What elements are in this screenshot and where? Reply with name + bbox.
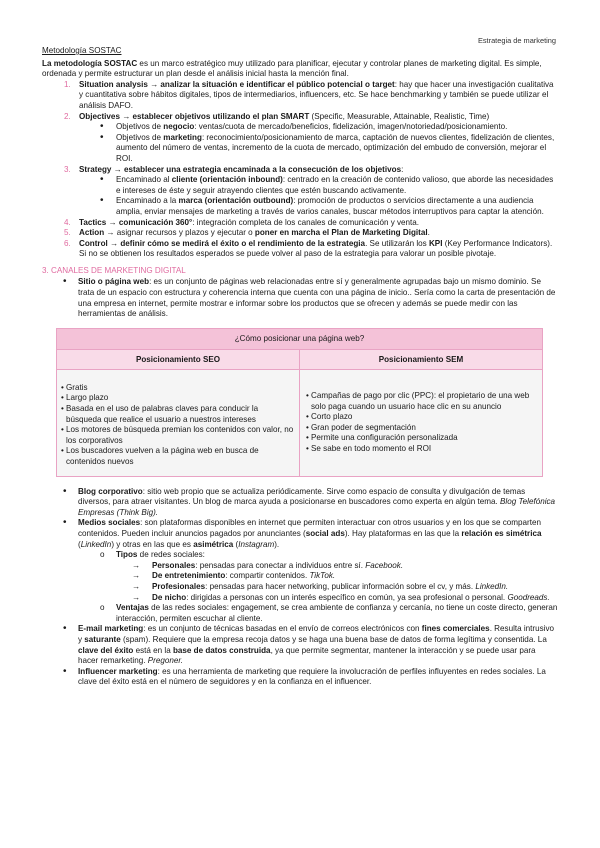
table-cell-seo [57,369,300,476]
social-type-professional: → Profesionales: pensadas para hacer networking, publicar información sobre el cv, y más. LinkedIn. [132,581,509,591]
social-type-entertainment: → De entretenimiento: compartir contenidos. TikTok. [132,571,336,581]
channel-blog: • Blog corporativo: sitio web propio que se actualiza periódicamente. Sirve como espacio de consulta y divulgación de temas diversos, para atraer visitantes. Un blog de marca ayuda a posicionarse en buscadores como experta en algún tema. Blog Telefónica Empresas (Think Big). [42,487,558,519]
positioning-table [56,328,543,477]
sem-item: • Gran poder de segmentación [306,423,537,434]
table-question: ¿Cómo posicionar una página web? [57,328,543,349]
step-action: 5. Action → asignar recursos y plazos y ejecutar o poner en marcha el Plan de Marketing Digital. [64,228,430,238]
objective-marketing: • Objetivos de marketing: reconocimiento/posicionamiento de marca, captación de nuevos clientes, fidelización de clientes, aumento del número de ventas, incremento de la cuota de mercado, optimización del embudo de conversión, mejorar el ROI. [42,133,558,165]
step-objectives: 2. Objectives → establecer objetivos utilizando el plan SMART (Specific, Measurable, Attainable, Realistic, Time) • Objetivos de negocio: ventas/cuota de mercado/beneficios, fidelización, imagen/notoriedad/posicionamiento. • Objetivos de marketing: reconocimiento/posicionamiento de marca, captación de nuevos clientes, fidelización de clientes, aumento del número de ventas, incremento de la cuota de mercado, optimización del embudo de conversión, mejorar el ROI. [42,112,558,165]
channel-website: • Sitio o página web: es un conjunto de páginas web relacionadas entre sí y generalmente agrupadas bajo un mismo dominio. Se trata de un espacio con estructura y coherencia interna que cuenta con una página de inicio.. Sería como la carta de presentación de una empresa en internet, permite mostrar e informar sobre los productos que se ofrecen y además se puede medir con las herramientas de análisis. [42,277,558,319]
sostac-intro: La metodología SOSTAC es un marco estratégico muy utilizado para planificar, ejecutar y controlar planes de marketing digital. Es simple, ordenada y permite estructurar un plan desde el análisis inicial hasta la mención final. [42,58,542,79]
social-type-niche: → De nicho: dirigidas a personas con un interés específico en común, ya sea profesional o personal. Goodreads. [132,592,550,602]
section-title-sostac: Metodología SOSTAC [42,46,122,55]
sem-item: • Se sabe en todo momento el ROI [306,444,537,455]
social-type-personal: → Personales: pensadas para conectar a individuos entre sí. Facebook. [132,560,404,570]
seo-item: • Largo plazo [61,393,294,404]
step-situation: 1. Situation analysis → analizar la situación e identificar el público potencial o target: hay que hacer una investigación cualitativa y cuantitativa sobre hábitos digitales, tipos de intermediarios, influencers, etc. Se hace benchmarking y también se puede utilizar el análisis DAFO. [64,79,554,110]
table-header-seo: Posicionamiento SEO [57,349,300,369]
seo-item: • Los buscadores vuelven a la página web en busca de contenidos nuevos [61,446,294,467]
channel-email: • E-mail marketing: es un conjunto de técnicas basadas en el envío de correos electrónicos con fines comerciales. Resulta intrusivo y saturante (spam). Requiere que la empresa recoja datos y se haga una buena base de datos de forma legítima y consentida. La clave del éxito está en la base de datos construida, ya que permite segmentar, mantener la interacción y se puede usar para hacer remarketing. Pregoner. [42,624,558,666]
canales-list-2 [42,487,558,688]
sem-item: • Campañas de pago por clic (PPC): el propietario de una web solo paga cuando un usuario hace clic en su anuncio [306,391,537,412]
social-types: o Tipos de redes sociales: → Personales: pensadas para conectar a individuos entre sí. Facebook. → De entretenimiento: compartir contenidos. TikTok. → Profesionales: pensadas para hacer networking, publicar información sobre el cv, y más. LinkedIn. → De nicho: dirigidas a personas con un interés específico en común, ya sea profesional o personal. Goodreads. [42,550,558,603]
seo-item: • Los motores de búsqueda premian los contenidos con valor, no los corporativos [61,425,294,446]
section-title-canales: 3. CANALES DE MARKETING DIGITAL [42,265,186,275]
social-advantages: o Ventajas de las redes sociales: engagement, se crea ambiente de confianza y cercanía, no tiene un coste directo, generan interacción, permiten escuchar al cliente. [100,603,558,623]
step-control: 6. Control → definir cómo se medirá el éxito o el rendimiento de la estrategia. Se utilizarán los KPI (Key Performance Indicators). Si no se obtienen los resultados esperados se puede volver al paso de la estrategia para valorar un posible pivotaje. [64,238,553,259]
objective-business: • Objetivos de negocio: ventas/cuota de mercado/beneficios, fidelización, imagen/notoriedad/posicionamiento. [42,122,558,133]
sem-item: • Permite una configuración personalizada [306,433,537,444]
sostac-steps [42,80,558,260]
seo-item: • Basada en el uso de palabras claves para conducir la búsqueda que realice el usuario a nuestros intereses [61,404,294,425]
channel-influencer: • Influencer marketing: es una herramienta de marketing que requiere la involucración de perfiles influyentes en redes sociales. La clave del éxito está en el número de seguidores y en la confianza en el influencer. [42,667,558,688]
table-cell-sem [300,369,543,476]
step-strategy: 3. Strategy → establecer una estrategia encaminada a la consecución de los objetivos: • Encaminado al cliente (orientación inbound): centrado en la creación de contenido valioso, que aborde las necesidades e intereses de éste y seguir atrayendo clientes que estén buscando activamente. • Encaminado a la marca (orientación outbound): promoción de productos o servicios directamente a una audiencia amplia, enviar mensajes de marketing a través de varios canales, buscar métodos interruptivos para captar la atención. [42,165,558,218]
canales-list [42,277,558,319]
running-header: Estrategia de marketing [477,36,556,45]
step-tactics: 4. Tactics → comunicación 360°: integración completa de los canales de comunicación y venta. [64,217,420,227]
strategy-inbound: • Encaminado al cliente (orientación inbound): centrado en la creación de contenido valioso, que aborde las necesidades e intereses de éste y seguir atrayendo clientes que estén buscando activamente. [42,175,558,196]
table-header-sem: Posicionamiento SEM [300,349,543,369]
channel-social-media: • Medios sociales: son plataformas disponibles en internet que permiten interactuar con otros usuarios y en los que se comparten contenidos. Pueden incluir anuncios pagados por anunciantes (social ads). Hay plataformas en las que la relación es simétrica (LinkedIn) y otras en las que es asimétrica (Instagram). o Tipos de redes sociales: → Personales: pensadas para conectar a individuos entre sí. Facebook. → De entretenimiento: compartir contenidos. TikTok. → Profesionales: pensadas para hacer networking, publicar información sobre el cv, y más. LinkedIn. → De nicho: dirigidas a personas con un interés específico en común, ya sea profesional o personal. Goodreads. o Ventajas de las redes sociales: engagement, se crea ambiente de confianza y cercanía, no tiene un coste directo, generan interacción, permiten escuchar al cliente. [42,518,558,624]
seo-item: • Gratis [61,383,294,394]
page-content [42,46,558,688]
strategy-outbound: • Encaminado a la marca (orientación outbound): promoción de productos o servicios directamente a una audiencia amplia, enviar mensajes de marketing a través de varios canales, buscar métodos interruptivos para captar la atención. [42,196,558,217]
sem-item: • Corto plazo [306,412,537,423]
